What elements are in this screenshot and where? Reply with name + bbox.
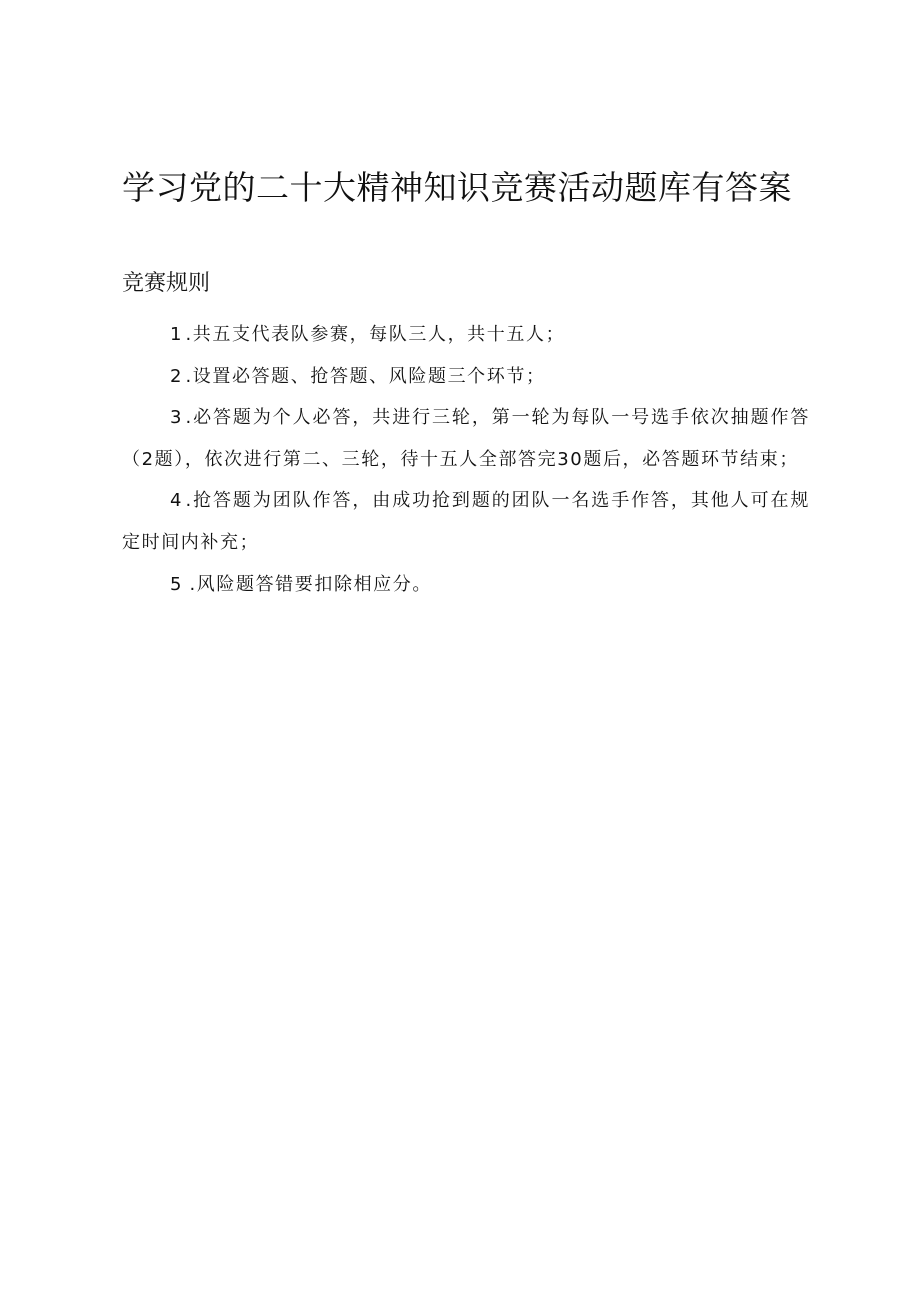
- section-heading: 竞赛规则: [122, 271, 211, 296]
- rule-number: 1: [170, 324, 182, 345]
- rule-item-5: [122, 564, 810, 606]
- rule-text: .设置必答题、抢答题、风险题三个环节；: [185, 365, 546, 387]
- rule-text: .抢答题为团队作答，由成功抢到题的团队一名选手作答，其他人可在规定时间内补充；: [122, 490, 810, 553]
- rule-number: 5: [170, 573, 182, 595]
- rule-text: .共五支代表队参赛，每队三人，共十五人；: [185, 324, 566, 345]
- rules-list: [122, 314, 810, 605]
- rule-number: 2: [170, 365, 182, 387]
- rule-number: 4: [170, 490, 182, 512]
- rule-text: .必答题为个人必答，共进行三轮，第一轮为每队一号选手依次抽题作答（2题），依次进行第二、三轮，待十五人全部答完30题后，必答题环节结束；: [122, 407, 810, 470]
- rule-text: .风险题答错要扣除相应分。: [189, 573, 432, 595]
- rule-item-1: [122, 314, 810, 356]
- document-title: 学习党的二十大精神知识竞赛活动题库有答案: [122, 168, 792, 207]
- rule-item-3: [122, 397, 810, 480]
- rule-number: 3: [170, 407, 182, 429]
- rule-item-2: [122, 356, 810, 398]
- rule-item-4: [122, 480, 810, 563]
